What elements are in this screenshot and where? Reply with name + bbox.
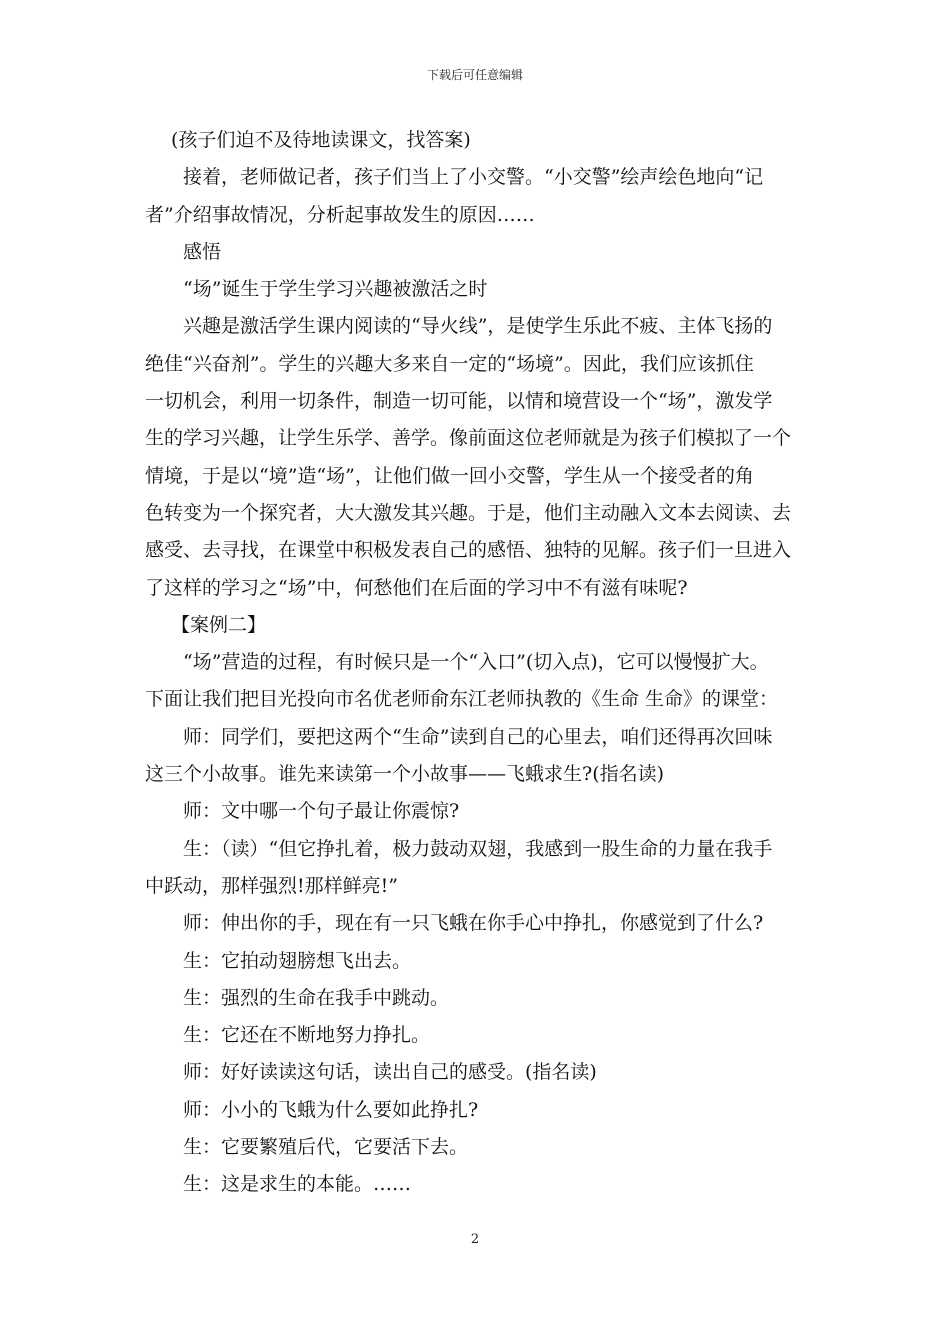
section-heading: 感悟 <box>183 240 222 263</box>
dialogue-line: 生：这是求生的本能。…… <box>183 1173 412 1196</box>
page-number: 2 <box>470 1232 480 1247</box>
paragraph-line: 色转变为一个探究者，大大激发其兴趣。于是，他们主动融入文本去阅读、去 <box>145 501 792 524</box>
paragraph-line: 下面让我们把目光投向市名优老师俞东江老师执教的《生命 生命》的课堂： <box>145 688 779 711</box>
paragraph-line: 了这样的学习之“场”中，何愁他们在后面的学习中不有滋有味呢? <box>145 576 688 599</box>
dialogue-line: 生：强烈的生命在我手中跳动。 <box>183 986 450 1009</box>
dialogue-line: 中跃动，那样强烈!那样鲜亮!” <box>145 874 398 897</box>
paragraph-line: 生的学习兴趣，让学生乐学、善学。像前面这位老师就是为孩子们模拟了一个 <box>145 427 792 450</box>
dialogue-line: 生：它还在不断地努力挣扎。 <box>183 1024 431 1047</box>
paragraph-line: 情境，于是以“境”造“场”，让他们做一回小交警，学生从一个接受者的角 <box>145 464 754 487</box>
dialogue-line: 师：文中哪一个句子最让你震惊? <box>183 800 460 823</box>
dialogue-line: 这三个小故事。谁先来读第一个小故事——飞蛾求生?(指名读) <box>145 763 665 786</box>
dialogue-line: 生：（读）“但它挣扎着，极力鼓动双翅，我感到一股生命的力量在我手 <box>183 837 773 860</box>
paragraph-line: 绝佳“兴奋剂”。学生的兴趣大多来自一定的“场境”。因此，我们应该抓住 <box>145 352 754 375</box>
paragraph-line: 者”介绍事故情况，分析起事故发生的原因…… <box>145 203 535 226</box>
dialogue-line: 师：小小的飞蛾为什么要如此挣扎? <box>183 1098 479 1121</box>
page-header: 下载后可任意编辑 <box>426 68 523 82</box>
paragraph-line: 兴趣是激活学生课内阅读的“导火线”，是使学生乐此不疲、主体飞扬的 <box>183 315 773 338</box>
subheading: “场”诞生于学生学习兴趣被激活之时 <box>183 278 488 301</box>
paragraph-line: 接着，老师做记者，孩子们当上了小交警。“小交警”绘声绘色地向“记 <box>183 166 764 189</box>
paragraph-line: 一切机会，利用一切条件，制造一切可能，以情和境营设一个“场”，激发学 <box>145 390 773 413</box>
dialogue-line: 师：同学们，要把这两个“生命”读到自己的心里去，咱们还得再次回味 <box>183 725 773 748</box>
case-heading: 【案例二】 <box>171 613 267 636</box>
document-body <box>145 122 810 1204</box>
paragraph-line: (孩子们迫不及待地读课文，找答案) <box>171 129 471 151</box>
paragraph-line: “场”营造的过程，有时候只是一个“入口”(切入点)，它可以慢慢扩大。 <box>183 651 769 674</box>
dialogue-line: 生：它拍动翅膀想飞出去。 <box>183 949 412 972</box>
paragraph-line: 感受、去寻找，在课堂中积极发表自己的感悟、独特的见解。孩子们一旦进入 <box>145 539 792 562</box>
dialogue-line: 生：它要繁殖后代，它要活下去。 <box>183 1136 469 1159</box>
dialogue-line: 师：好好读读这句话，读出自己的感受。(指名读) <box>183 1061 597 1084</box>
dialogue-line: 师：伸出你的手，现在有一只飞蛾在你手心中挣扎，你感觉到了什么? <box>183 912 764 935</box>
